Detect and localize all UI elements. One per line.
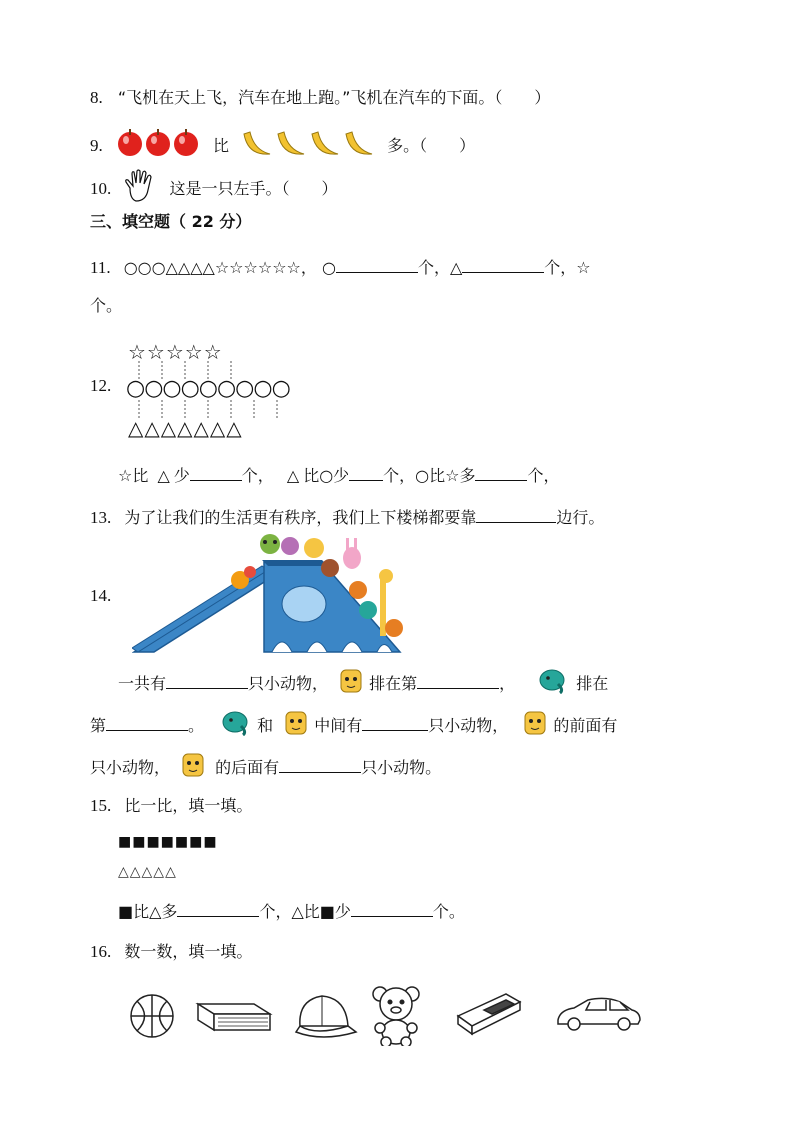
answer-blank[interactable] bbox=[349, 462, 383, 481]
elephant-icon bbox=[538, 668, 568, 701]
question-text: 为了让我们的生活更有秩序，我们上下楼梯都要靠 bbox=[124, 508, 477, 527]
text-fragment: 一共有 bbox=[118, 674, 167, 693]
text-fragment: 个。 bbox=[432, 902, 465, 921]
question-text: 比一比，填一填。 bbox=[124, 796, 253, 815]
question-16 bbox=[90, 940, 252, 964]
question-number: 11. bbox=[90, 258, 111, 277]
question-number: 9. bbox=[90, 136, 103, 155]
text-fragment: ■比△多 bbox=[118, 902, 178, 921]
triangle-row: △△△△△ bbox=[118, 864, 177, 880]
text-fragment: 。 bbox=[188, 716, 205, 735]
apple-icon bbox=[146, 129, 170, 156]
text-fragment: 的后面有 bbox=[215, 758, 280, 777]
question-number: 16. bbox=[90, 942, 112, 961]
answer-blank[interactable] bbox=[417, 670, 499, 689]
text-fragment: 个， bbox=[241, 466, 274, 485]
apples-icon bbox=[116, 128, 202, 165]
answer-blank[interactable] bbox=[177, 898, 259, 917]
shape-sequence: ○○○△△△△☆☆☆☆☆☆， bbox=[123, 258, 317, 277]
question-number: 15. bbox=[90, 796, 112, 815]
question-text: 数一数，填一填。 bbox=[124, 942, 253, 961]
question-9 bbox=[90, 126, 475, 167]
triangle-symbol: △ bbox=[286, 466, 300, 485]
text-fragment: 和 bbox=[257, 716, 274, 735]
square-row: ■■■■■■■ bbox=[118, 834, 218, 850]
basketball-icon bbox=[131, 995, 173, 1037]
answer-blank[interactable] bbox=[279, 754, 361, 773]
question-8 bbox=[90, 86, 550, 110]
slide-illustration bbox=[132, 532, 422, 656]
apple-icon bbox=[174, 129, 198, 156]
circle-row: ○○○○○○○○○ bbox=[126, 376, 290, 401]
question-number: 14. bbox=[90, 586, 112, 605]
question-15-answers bbox=[118, 898, 465, 924]
answer-blank[interactable] bbox=[362, 712, 428, 731]
question-number: 12. bbox=[90, 376, 112, 395]
text-fragment: 个， bbox=[527, 466, 560, 485]
question-end-text: 多。（ ） bbox=[387, 136, 476, 155]
tiger-icon bbox=[284, 710, 308, 743]
question-number: 10. bbox=[90, 179, 112, 198]
question-12-answers bbox=[118, 462, 560, 488]
hand-icon bbox=[122, 168, 158, 211]
text-fragment: 个，☆ bbox=[544, 258, 591, 277]
banana-icon bbox=[244, 132, 270, 154]
text-fragment: 只小动物， bbox=[428, 716, 509, 735]
animal-icon bbox=[359, 601, 377, 619]
animal-icon bbox=[321, 559, 339, 577]
objects-row bbox=[126, 980, 646, 1046]
text-fragment: 只小动物， bbox=[90, 758, 171, 777]
text-fragment: 个，○比☆多 bbox=[383, 466, 476, 485]
car-icon bbox=[558, 998, 640, 1030]
text-fragment: 只小动物， bbox=[248, 674, 329, 693]
animal-icon bbox=[304, 538, 324, 558]
banana-icon bbox=[278, 132, 304, 154]
question-number: 8. bbox=[90, 88, 103, 107]
elephant-icon bbox=[221, 710, 251, 743]
question-11-line2 bbox=[90, 294, 122, 318]
triangle-row: △△△△△△△ bbox=[128, 416, 243, 440]
section-heading: 三、填空题（ 22 分） bbox=[90, 212, 252, 231]
cap-icon bbox=[296, 996, 356, 1037]
text-fragment: 个，△比■少 bbox=[259, 902, 351, 921]
apple-icon bbox=[118, 129, 142, 156]
banana-icon bbox=[346, 132, 372, 154]
text-fragment: 比○少 bbox=[303, 466, 350, 485]
animal-icon bbox=[260, 534, 280, 554]
text-fragment: 排在 bbox=[576, 674, 609, 693]
text-fragment: 少 bbox=[173, 466, 190, 485]
answer-blank[interactable] bbox=[190, 462, 242, 481]
question-10 bbox=[90, 168, 337, 211]
tiger-icon bbox=[181, 752, 205, 785]
slide-icon bbox=[132, 560, 400, 652]
text-fragment: ， bbox=[499, 674, 516, 693]
answer-blank[interactable] bbox=[476, 504, 556, 523]
answer-blank[interactable] bbox=[106, 712, 188, 731]
banana-icon bbox=[312, 132, 338, 154]
answer-blank[interactable] bbox=[475, 462, 527, 481]
question-11 bbox=[90, 254, 591, 280]
text-fragment: 边行。 bbox=[556, 508, 605, 527]
comparison-figure bbox=[128, 340, 332, 440]
animal-icon bbox=[385, 619, 403, 637]
answer-blank[interactable] bbox=[462, 254, 544, 273]
animal-icon bbox=[349, 581, 367, 599]
question-14-line1 bbox=[118, 668, 608, 701]
tiger-icon bbox=[339, 668, 363, 701]
question-14-line3 bbox=[90, 752, 441, 785]
question-mid-text: 比 bbox=[212, 136, 229, 155]
question-12-number bbox=[90, 376, 111, 396]
animal-icon bbox=[343, 538, 361, 569]
bananas-icon bbox=[240, 126, 376, 167]
answer-blank[interactable] bbox=[351, 898, 433, 917]
book-icon bbox=[198, 1004, 270, 1030]
triangle-symbol: △ bbox=[157, 466, 170, 485]
question-15 bbox=[90, 794, 252, 818]
question-13 bbox=[90, 504, 604, 530]
text-fragment: 只小动物。 bbox=[361, 758, 442, 777]
question-text: “飞机在天上飞，汽车在地上跑。”飞机在汽车的下面。（ ） bbox=[117, 88, 551, 107]
text-fragment: 个，△ bbox=[417, 258, 463, 277]
text-fragment: 排在第 bbox=[369, 674, 418, 693]
tiger-icon bbox=[523, 710, 547, 743]
question-number: 13. bbox=[90, 508, 112, 527]
question-14-line2 bbox=[90, 710, 617, 743]
text-fragment: 第 bbox=[90, 716, 107, 735]
question-14-number bbox=[90, 586, 111, 606]
circle-symbol: ○ bbox=[321, 258, 336, 277]
question-text: 这是一只左手。（ ） bbox=[169, 179, 338, 198]
answer-blank[interactable] bbox=[336, 254, 418, 273]
text-fragment: 的前面有 bbox=[553, 716, 618, 735]
text-fragment: ☆比 bbox=[118, 466, 149, 485]
teddy-bear-icon bbox=[373, 987, 419, 1046]
star-row: ☆☆☆☆☆ bbox=[128, 340, 223, 364]
answer-blank[interactable] bbox=[166, 670, 248, 689]
text-fragment: 个。 bbox=[90, 296, 123, 315]
text-fragment: 中间有 bbox=[314, 716, 363, 735]
eraser-icon bbox=[458, 994, 520, 1034]
animal-icon bbox=[281, 537, 299, 555]
